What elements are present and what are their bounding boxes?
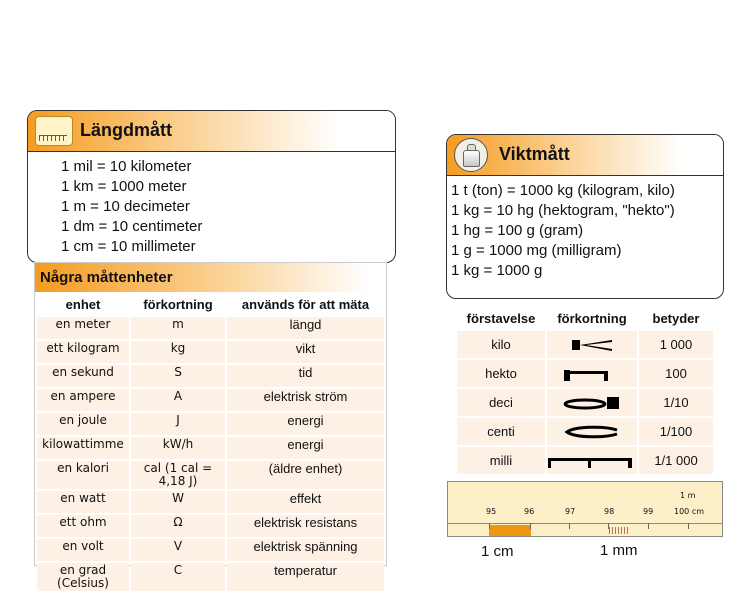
langdmatt-line: 1 m = 10 decimeter — [61, 198, 190, 215]
unit-name: en ampere — [37, 389, 129, 411]
unit-abbr: Ω — [131, 515, 225, 537]
table-row — [457, 389, 713, 416]
units-table-heading: Några måttenheter — [35, 263, 386, 292]
measuring-ruler — [447, 481, 723, 537]
table-row — [37, 413, 384, 435]
ruler-top-label: 1 m — [680, 491, 696, 500]
langdmatt-line: 1 dm = 10 centimeter — [61, 218, 203, 235]
unit-name: en kalori — [37, 461, 129, 489]
ruler-cm-highlight — [489, 525, 531, 536]
table-row — [37, 389, 384, 411]
svg-text:c: c — [563, 425, 564, 427]
ruler-mm-label: 1 mm — [600, 542, 638, 559]
prefix-value: 100 — [639, 360, 713, 387]
table-row — [457, 418, 713, 445]
unit-name: ett ohm — [37, 515, 129, 537]
unit-use: energi — [227, 413, 384, 435]
prefix-value: 1/10 — [639, 389, 713, 416]
svg-text:d: d — [563, 396, 564, 398]
prefix-name: deci — [457, 389, 545, 416]
unit-abbr: cal (1 cal = 4,18 J) — [131, 461, 225, 489]
unit-name: en joule — [37, 413, 129, 435]
ruler-number: 99 — [643, 507, 654, 516]
unit-use: elektrisk resistans — [227, 515, 384, 537]
prefix-table-panel — [455, 306, 715, 476]
prefix-abbr-cell — [547, 389, 637, 416]
ruler-number: 98 — [604, 507, 615, 516]
units-table — [35, 292, 386, 593]
prefix-value: 1/1 000 — [639, 447, 713, 474]
table-row — [37, 515, 384, 537]
viktmatt-header — [447, 135, 723, 176]
prefix-abbr-glyph — [568, 338, 616, 352]
prefix-value: 1 000 — [639, 331, 713, 358]
prefix-name: milli — [457, 447, 545, 474]
svg-text:k: k — [568, 338, 569, 340]
column-header: betyder — [639, 308, 713, 329]
langdmatt-line: 1 cm = 10 millimeter — [61, 238, 196, 255]
unit-abbr: kW/h — [131, 437, 225, 459]
unit-abbr: W — [131, 491, 225, 513]
prefix-value: 1/100 — [639, 418, 713, 445]
unit-use: vikt — [227, 341, 384, 363]
unit-name: en volt — [37, 539, 129, 561]
unit-use: längd — [227, 317, 384, 339]
ruler-number: 95 — [486, 507, 497, 516]
prefix-abbr-glyph — [564, 367, 620, 381]
unit-abbr: S — [131, 365, 225, 387]
unit-name: kilowattimme — [37, 437, 129, 459]
unit-use: energi — [227, 437, 384, 459]
column-header: förkortning — [547, 308, 637, 329]
unit-abbr: J — [131, 413, 225, 435]
prefix-abbr-cell — [547, 331, 637, 358]
langdmatt-title: Längdmått — [80, 120, 172, 140]
langdmatt-header — [28, 111, 395, 152]
prefix-abbr-cell — [547, 447, 637, 474]
unit-abbr: C — [131, 563, 225, 591]
table-row — [37, 341, 384, 363]
prefix-abbr-cell — [547, 360, 637, 387]
unit-name: en grad (Celsius) — [37, 563, 129, 591]
weight-icon — [454, 138, 488, 172]
svg-text:m: m — [548, 454, 549, 456]
ruler-number: 97 — [565, 507, 576, 516]
viktmatt-line: 1 kg = 10 hg (hektogram, "hekto") — [451, 202, 675, 219]
unit-name: en sekund — [37, 365, 129, 387]
column-header: förstavelse — [457, 308, 545, 329]
table-row — [37, 491, 384, 513]
prefix-abbr-glyph — [563, 425, 621, 439]
table-row — [37, 365, 384, 387]
prefix-abbr-cell — [547, 418, 637, 445]
unit-use: elektrisk ström — [227, 389, 384, 411]
unit-name: ett kilogram — [37, 341, 129, 363]
units-table-panel — [34, 262, 387, 590]
unit-abbr: kg — [131, 341, 225, 363]
unit-abbr: A — [131, 389, 225, 411]
table-row — [37, 437, 384, 459]
svg-text:h: h — [564, 367, 565, 369]
table-row — [457, 360, 713, 387]
viktmatt-card — [446, 134, 724, 299]
unit-abbr: m — [131, 317, 225, 339]
column-header: används för att mäta — [227, 294, 384, 315]
viktmatt-line: 1 t (ton) = 1000 kg (kilogram, kilo) — [451, 182, 675, 199]
table-row — [457, 331, 713, 358]
viktmatt-line: 1 hg = 100 g (gram) — [451, 222, 584, 239]
table-row — [37, 539, 384, 561]
table-row — [37, 317, 384, 339]
ruler-mm-ticks — [609, 527, 629, 534]
prefix-abbr-glyph — [563, 396, 621, 410]
unit-use: elektrisk spänning — [227, 539, 384, 561]
unit-use: (äldre enhet) — [227, 461, 384, 489]
unit-abbr: V — [131, 539, 225, 561]
prefix-table — [455, 306, 715, 476]
langdmatt-line: 1 mil = 10 kilometer — [61, 158, 192, 175]
prefix-name: kilo — [457, 331, 545, 358]
table-row — [37, 461, 384, 489]
unit-use: tid — [227, 365, 384, 387]
column-header: förkortning — [131, 294, 225, 315]
viktmatt-line: 1 kg = 1000 g — [451, 262, 543, 279]
unit-use: effekt — [227, 491, 384, 513]
ruler-number: 100 cm — [674, 507, 705, 516]
unit-use: temperatur — [227, 563, 384, 591]
prefix-name: hekto — [457, 360, 545, 387]
column-header: enhet — [37, 294, 129, 315]
table-row — [457, 447, 713, 474]
viktmatt-title: Viktmått — [499, 144, 570, 164]
ruler-icon — [35, 116, 73, 146]
unit-name: en meter — [37, 317, 129, 339]
prefix-name: centi — [457, 418, 545, 445]
table-row — [37, 563, 384, 591]
langdmatt-card — [27, 110, 396, 263]
ruler-number: 96 — [524, 507, 535, 516]
unit-name: en watt — [37, 491, 129, 513]
prefix-abbr-glyph — [548, 454, 638, 468]
langdmatt-line: 1 km = 1000 meter — [61, 178, 187, 195]
viktmatt-line: 1 g = 1000 mg (milligram) — [451, 242, 622, 259]
ruler-cm-label: 1 cm — [481, 543, 514, 560]
